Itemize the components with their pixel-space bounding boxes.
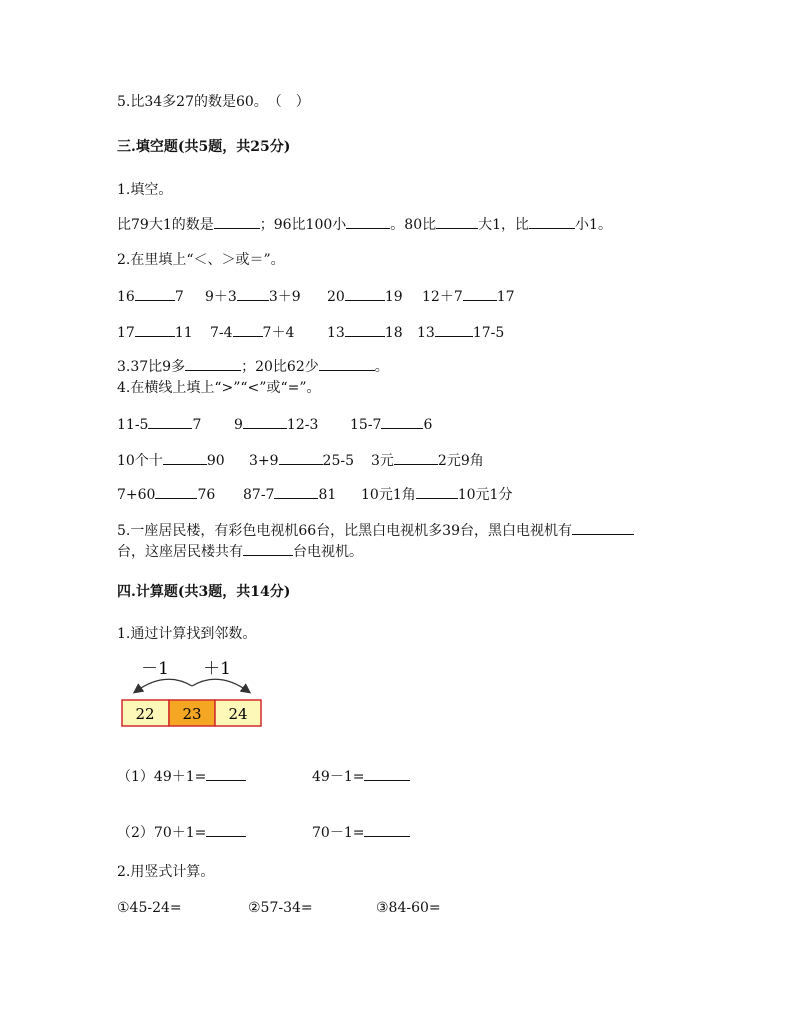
answer-blank[interactable] (572, 520, 634, 535)
compare-item: 15-7 6 (350, 414, 432, 435)
fill-q5-line-1: 5.一座居民楼，有彩色电视机66台，比黑白电视机多39台，黑白电视机有 (117, 520, 634, 541)
fill-q1-line (117, 214, 612, 235)
answer-blank[interactable] (185, 356, 241, 371)
answer-blank[interactable] (529, 214, 575, 229)
calc-q2-title: 2.用竖式计算。 (117, 864, 215, 880)
calc-q1-title: 1.通过计算找到邻数。 (117, 626, 257, 642)
section-4-title: 四.计算题(共3题，共14分) (117, 584, 291, 600)
calc-q1-p2-a: （2）70＋1= (117, 822, 246, 843)
compare-item: 9＋3 3＋9 (205, 286, 301, 307)
fill-q5-line-2: 台，这座居民楼共有 台电视机。 (117, 541, 363, 562)
neighbor-number-diagram (117, 652, 267, 732)
answer-blank[interactable] (435, 322, 473, 337)
answer-blank[interactable] (364, 766, 410, 781)
judge-question-5: 5.比34多27的数是60。 （ ） (117, 94, 310, 110)
answer-blank[interactable] (346, 214, 390, 229)
right-arrow (192, 679, 249, 692)
compare-item: 13 17-5 (417, 322, 504, 343)
answer-blank[interactable] (274, 484, 318, 499)
compare-item: 3元 2元9角 (371, 450, 484, 471)
fill-q1-part-d: 大1，比 (478, 217, 530, 233)
vertical-calc-item: ②57-34= (248, 900, 313, 916)
answer-blank[interactable] (364, 822, 410, 837)
answer-blank[interactable] (206, 822, 246, 837)
compare-item: 11-5 7 (117, 414, 201, 435)
answer-blank[interactable] (319, 356, 375, 371)
compare-item: 9 12-3 (234, 414, 318, 435)
vertical-calc-item: ③84-60= (376, 900, 441, 916)
answer-blank[interactable] (436, 214, 478, 229)
answer-blank[interactable] (163, 450, 207, 465)
compare-item: 16 7 (117, 286, 184, 307)
fill-q3-line: 3.37比9多 ；20比62少 。 (117, 356, 389, 377)
section-3-title: 三.填空题(共5题，共25分) (117, 139, 291, 155)
calc-q1-p2-b: 70－1= (312, 822, 410, 843)
compare-item: 10个十 90 (117, 450, 225, 471)
fill-q1-part-e: 小1。 (575, 217, 612, 233)
answer-blank[interactable] (394, 450, 438, 465)
fill-q1-part-c: 。80比 (390, 217, 437, 233)
vertical-calc-item: ①45-24= (117, 900, 182, 916)
answer-blank[interactable] (381, 414, 423, 429)
compare-item: 87-7 81 (243, 484, 336, 505)
fill-q4-title: 4.在横线上填上“>”“<”或“=”。 (117, 380, 321, 396)
answer-blank[interactable] (148, 414, 192, 429)
answer-blank[interactable] (214, 214, 260, 229)
fill-q1-part-b: ；96比100小 (259, 217, 347, 233)
fill-q2-title: 2.在里填上“＜、＞或＝”。 (117, 252, 285, 268)
number-left: 22 (135, 705, 155, 723)
fill-q1-title: 1.填空。 (117, 182, 173, 198)
compare-item: 7+60 76 (117, 484, 215, 505)
minus-one-label: －1 (141, 659, 169, 679)
answer-blank[interactable] (135, 322, 175, 337)
answer-blank[interactable] (243, 541, 293, 556)
compare-item: 7-4 7＋4 (210, 322, 294, 343)
answer-blank[interactable] (345, 286, 385, 301)
fill-q1-part-a: 比79大1的数是 (117, 217, 214, 233)
compare-item: 13 18 (327, 322, 403, 343)
compare-item: 10元1角 10元1分 (361, 484, 512, 505)
answer-blank[interactable] (233, 322, 263, 337)
answer-blank[interactable] (243, 414, 287, 429)
answer-blank[interactable] (279, 450, 323, 465)
answer-blank[interactable] (345, 322, 385, 337)
answer-blank[interactable] (463, 286, 497, 301)
compare-item: 17 11 (117, 322, 193, 343)
compare-item: 12＋7 17 (422, 286, 515, 307)
answer-blank[interactable] (416, 484, 458, 499)
answer-blank[interactable] (135, 286, 175, 301)
left-arrow (135, 679, 192, 692)
calc-q1-p1-a: （1）49＋1= (117, 766, 246, 787)
answer-blank[interactable] (237, 286, 269, 301)
plus-one-label: ＋1 (203, 659, 231, 679)
compare-item: 20 19 (327, 286, 403, 307)
calc-q1-p1-b: 49－1= (312, 766, 410, 787)
compare-item: 3+9 25-5 (249, 450, 354, 471)
answer-blank[interactable] (155, 484, 197, 499)
number-center: 23 (182, 705, 202, 723)
answer-blank[interactable] (206, 766, 246, 781)
number-right: 24 (228, 705, 248, 723)
